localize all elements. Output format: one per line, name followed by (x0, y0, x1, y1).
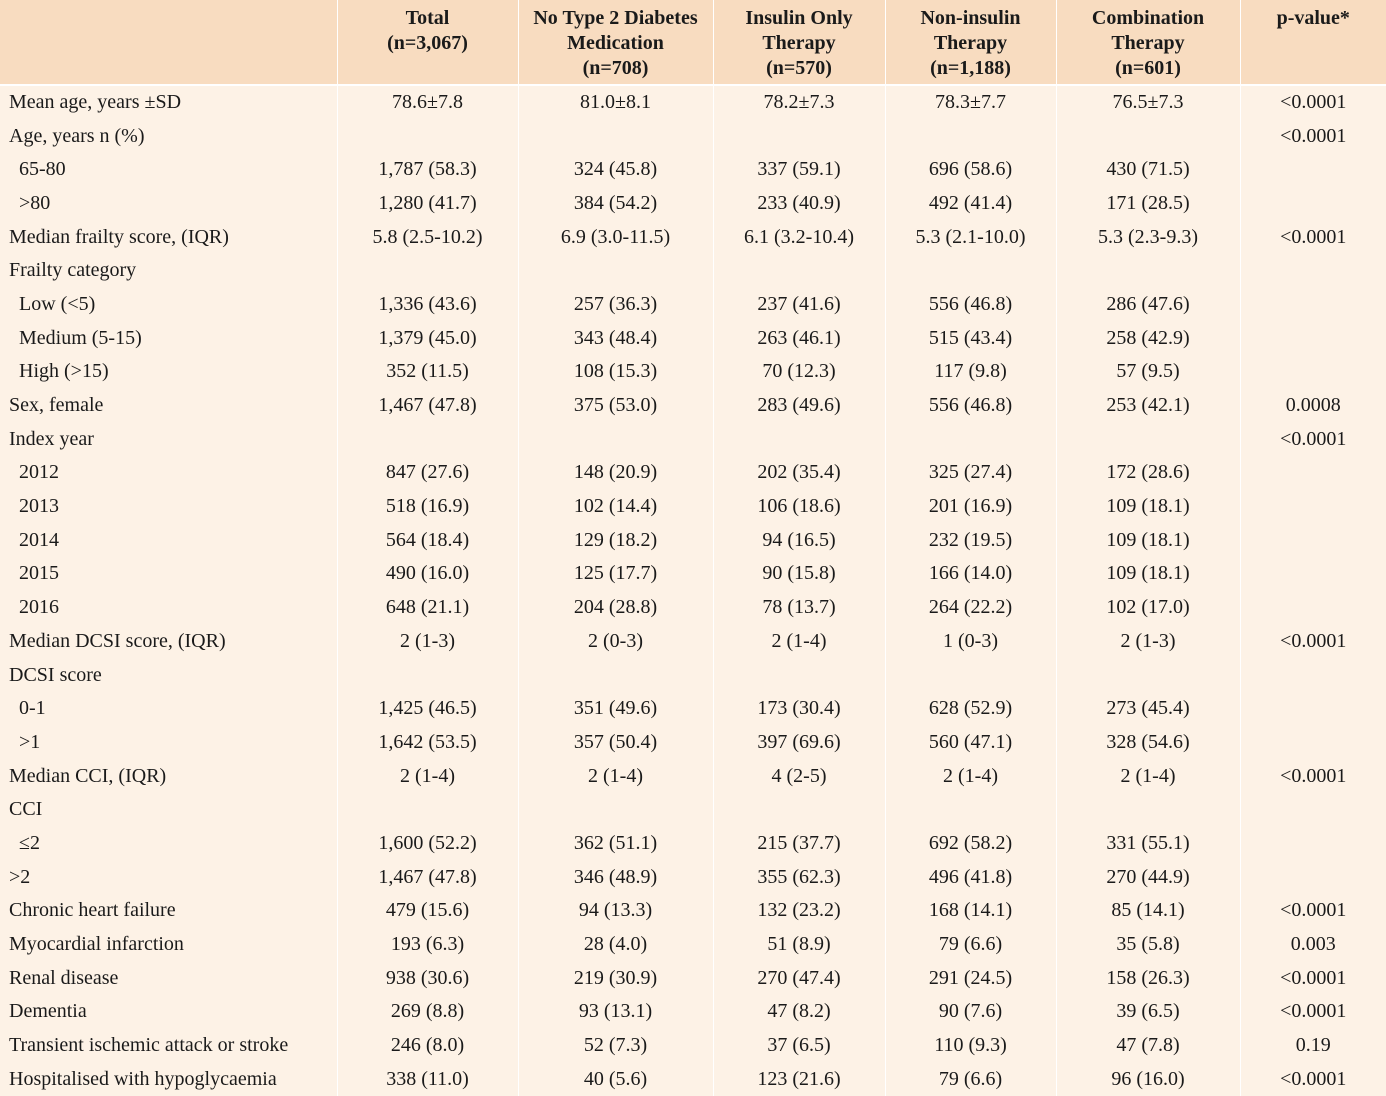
table-row (0, 152, 1386, 186)
p-value-cell (1240, 826, 1386, 860)
row-label: Age, years n (%) (0, 119, 337, 153)
value-cell: 6.1 (3.2-10.4) (713, 220, 885, 254)
value-cell: 384 (54.2) (518, 186, 713, 220)
value-cell: 325 (27.4) (885, 456, 1056, 490)
value-cell: 496 (41.8) (885, 860, 1056, 894)
row-label: Sex, female (0, 388, 337, 422)
value-cell: 1,467 (47.8) (337, 860, 518, 894)
table-row (0, 456, 1386, 490)
row-label: 2015 (0, 557, 337, 591)
p-value-cell (1240, 557, 1386, 591)
p-value-cell (1240, 186, 1386, 220)
value-cell: 273 (45.4) (1056, 691, 1240, 725)
value-cell (518, 792, 713, 826)
value-cell: 79 (6.6) (885, 927, 1056, 961)
value-cell: 148 (20.9) (518, 456, 713, 490)
value-cell: 1,425 (46.5) (337, 691, 518, 725)
value-cell: 1,600 (52.2) (337, 826, 518, 860)
value-cell: 96 (16.0) (1056, 1062, 1240, 1096)
value-cell: 492 (41.4) (885, 186, 1056, 220)
table-row (0, 927, 1386, 961)
row-label: ≤2 (0, 826, 337, 860)
table-row (0, 489, 1386, 523)
value-cell: 628 (52.9) (885, 691, 1056, 725)
header-line: (n=601) (1115, 57, 1181, 79)
row-label: 2016 (0, 590, 337, 624)
value-cell: 2 (1-4) (518, 759, 713, 793)
table-row (0, 826, 1386, 860)
value-cell (885, 253, 1056, 287)
value-cell: 5.3 (2.1-10.0) (885, 220, 1056, 254)
table-row (0, 624, 1386, 658)
value-cell: 109 (18.1) (1056, 557, 1240, 591)
value-cell (518, 253, 713, 287)
value-cell (713, 658, 885, 692)
value-cell: 397 (69.6) (713, 725, 885, 759)
value-cell: 110 (9.3) (885, 1028, 1056, 1062)
value-cell: 2 (0-3) (518, 624, 713, 658)
p-value-cell: <0.0001 (1280, 225, 1347, 248)
value-cell: 331 (55.1) (1056, 826, 1240, 860)
header-line: Therapy (933, 32, 1008, 54)
row-label: >80 (0, 186, 337, 220)
table-row (0, 388, 1386, 422)
p-value-cell (1240, 860, 1386, 894)
value-cell: 291 (24.5) (885, 961, 1056, 995)
table-row (0, 523, 1386, 557)
header-line: (n=570) (766, 57, 832, 79)
value-cell: 556 (46.8) (885, 287, 1056, 321)
header-line: Medication (567, 32, 664, 54)
table-row (0, 995, 1386, 1029)
row-label: Myocardial infarction (0, 927, 337, 961)
p-value-cell (1240, 287, 1386, 321)
value-cell: 355 (62.3) (713, 860, 885, 894)
value-cell (337, 253, 518, 287)
value-cell: 1,379 (45.0) (337, 321, 518, 355)
value-cell: 94 (16.5) (713, 523, 885, 557)
row-label: Medium (5-15) (0, 321, 337, 355)
value-cell: 269 (8.8) (337, 995, 518, 1029)
value-cell: 90 (15.8) (713, 557, 885, 591)
row-label: DCSI score (0, 658, 337, 692)
value-cell: 52 (7.3) (518, 1028, 713, 1062)
value-cell: 51 (8.9) (713, 927, 885, 961)
p-value-cell (1240, 725, 1386, 759)
value-cell: 692 (58.2) (885, 826, 1056, 860)
value-cell: 215 (37.7) (713, 826, 885, 860)
table-row (0, 1062, 1386, 1096)
value-cell: 564 (18.4) (337, 523, 518, 557)
value-cell: 270 (47.4) (713, 961, 885, 995)
row-label: Transient ischemic attack or stroke (0, 1028, 337, 1062)
value-cell: 109 (18.1) (1056, 523, 1240, 557)
row-label: Median frailty score, (IQR) (0, 220, 337, 254)
row-label: Hospitalised with hypoglycaemia (0, 1062, 337, 1096)
header-cell-col-3 (713, 0, 885, 85)
table-header (0, 0, 1386, 85)
table-row (0, 287, 1386, 321)
table-row (0, 119, 1386, 153)
value-cell: 283 (49.6) (713, 388, 885, 422)
value-cell: 253 (42.1) (1056, 388, 1240, 422)
p-value-cell (1240, 590, 1386, 624)
p-value-cell: 0.0008 (1285, 394, 1341, 417)
row-label: Frailty category (0, 253, 337, 287)
header-line: Therapy (1111, 32, 1185, 54)
value-cell (713, 422, 885, 456)
value-cell: 168 (14.1) (885, 894, 1056, 928)
p-value-cell (1240, 489, 1386, 523)
value-cell: 357 (50.4) (518, 725, 713, 759)
value-cell: 1 (0-3) (885, 624, 1056, 658)
value-cell: 237 (41.6) (713, 287, 885, 321)
value-cell: 938 (30.6) (337, 961, 518, 995)
p-value-cell (1240, 792, 1386, 826)
value-cell (518, 422, 713, 456)
value-cell: 93 (13.1) (518, 995, 713, 1029)
value-cell: 90 (7.6) (885, 995, 1056, 1029)
value-cell: 193 (6.3) (337, 927, 518, 961)
header-line: Non-insulin (920, 7, 1021, 29)
value-cell: 490 (16.0) (337, 557, 518, 591)
table-row (0, 725, 1386, 759)
value-cell: 204 (28.8) (518, 590, 713, 624)
value-cell (1056, 792, 1240, 826)
value-cell: 343 (48.4) (518, 321, 713, 355)
value-cell: 102 (17.0) (1056, 590, 1240, 624)
table-row (0, 860, 1386, 894)
value-cell: 171 (28.5) (1056, 186, 1240, 220)
value-cell (1056, 119, 1240, 153)
p-value-cell (1240, 658, 1386, 692)
value-cell: 2 (1-4) (1056, 759, 1240, 793)
value-cell: 102 (14.4) (518, 489, 713, 523)
value-cell (885, 119, 1056, 153)
value-cell: 94 (13.3) (518, 894, 713, 928)
header-row (0, 0, 1386, 85)
value-cell: 847 (27.6) (337, 456, 518, 490)
value-cell: 362 (51.1) (518, 826, 713, 860)
value-cell: 337 (59.1) (713, 152, 885, 186)
table-row (0, 590, 1386, 624)
value-cell: 219 (30.9) (518, 961, 713, 995)
value-cell: 479 (15.6) (337, 894, 518, 928)
value-cell: 81.0±8.1 (518, 85, 713, 119)
value-cell: 40 (5.6) (518, 1062, 713, 1096)
header-line: Combination (1091, 7, 1205, 29)
value-cell: 108 (15.3) (518, 355, 713, 389)
value-cell (337, 792, 518, 826)
table-row (0, 658, 1386, 692)
value-cell: 270 (44.9) (1056, 860, 1240, 894)
value-cell: 70 (12.3) (713, 355, 885, 389)
table-row (0, 759, 1386, 793)
value-cell: 328 (54.6) (1056, 725, 1240, 759)
value-cell: 78.3±7.7 (885, 85, 1056, 119)
p-value-cell: <0.0001 (1280, 91, 1347, 114)
value-cell: 232 (19.5) (885, 523, 1056, 557)
row-label: Renal disease (0, 961, 337, 995)
value-cell: 117 (9.8) (885, 355, 1056, 389)
value-cell: 123 (21.6) (713, 1062, 885, 1096)
p-value-cell: 0.003 (1290, 933, 1336, 956)
value-cell: 79 (6.6) (885, 1062, 1056, 1096)
row-label: Mean age, years ±SD (0, 85, 337, 119)
row-label: Dementia (0, 995, 337, 1029)
header-cell-col-4 (885, 0, 1056, 85)
table-body (0, 85, 1386, 1096)
value-cell (885, 422, 1056, 456)
value-cell: 286 (47.6) (1056, 287, 1240, 321)
p-value-cell: <0.0001 (1280, 1000, 1347, 1023)
value-cell: 515 (43.4) (885, 321, 1056, 355)
value-cell: 78.6±7.8 (337, 85, 518, 119)
p-value-cell: 0.19 (1295, 1034, 1331, 1057)
value-cell: 37 (6.5) (713, 1028, 885, 1062)
p-value-cell: <0.0001 (1280, 966, 1347, 989)
value-cell: 166 (14.0) (885, 557, 1056, 591)
value-cell (337, 119, 518, 153)
value-cell: 233 (40.9) (713, 186, 885, 220)
value-cell (337, 422, 518, 456)
value-cell: 263 (46.1) (713, 321, 885, 355)
p-value-cell (1240, 456, 1386, 490)
header-cell-col-5 (1056, 0, 1240, 85)
value-cell (1056, 253, 1240, 287)
value-cell: 1,336 (43.6) (337, 287, 518, 321)
value-cell: 246 (8.0) (337, 1028, 518, 1062)
table-row (0, 253, 1386, 287)
value-cell: 257 (36.3) (518, 287, 713, 321)
value-cell (1056, 658, 1240, 692)
p-value-cell (1240, 253, 1386, 287)
value-cell: 158 (26.3) (1056, 961, 1240, 995)
row-label: Index year (0, 422, 337, 456)
value-cell: 5.8 (2.5-10.2) (337, 220, 518, 254)
value-cell: 78 (13.7) (713, 590, 885, 624)
row-label: CCI (0, 792, 337, 826)
row-label: 2013 (0, 489, 337, 523)
row-label: Median CCI, (IQR) (0, 759, 337, 793)
value-cell: 560 (47.1) (885, 725, 1056, 759)
header-cell-label (0, 0, 337, 85)
value-cell: 556 (46.8) (885, 388, 1056, 422)
row-label: 2014 (0, 523, 337, 557)
value-cell: 28 (4.0) (518, 927, 713, 961)
value-cell: 4 (2-5) (713, 759, 885, 793)
value-cell: 1,642 (53.5) (337, 725, 518, 759)
value-cell: 2 (1-3) (1056, 624, 1240, 658)
p-value-cell: <0.0001 (1280, 899, 1347, 922)
value-cell: 35 (5.8) (1056, 927, 1240, 961)
value-cell: 109 (18.1) (1056, 489, 1240, 523)
row-label: Chronic heart failure (0, 894, 337, 928)
table-row (0, 894, 1386, 928)
header-line: No Type 2 Diabetes (533, 7, 698, 29)
value-cell: 1,280 (41.7) (337, 186, 518, 220)
header-line: Insulin Only (745, 7, 853, 29)
row-label: 65-80 (0, 152, 337, 186)
value-cell: 39 (6.5) (1056, 995, 1240, 1029)
header-line: p-value* (1276, 7, 1350, 29)
header-line: (n=3,067) (387, 32, 468, 54)
value-cell (713, 119, 885, 153)
row-label: 0-1 (0, 691, 337, 725)
value-cell: 1,467 (47.8) (337, 388, 518, 422)
value-cell: 106 (18.6) (713, 489, 885, 523)
value-cell (885, 792, 1056, 826)
header-line: Total (405, 7, 450, 29)
value-cell: 648 (21.1) (337, 590, 518, 624)
p-value-cell (1240, 523, 1386, 557)
value-cell: 202 (35.4) (713, 456, 885, 490)
value-cell: 129 (18.2) (518, 523, 713, 557)
value-cell: 324 (45.8) (518, 152, 713, 186)
value-cell: 6.9 (3.0-11.5) (518, 220, 713, 254)
value-cell: 57 (9.5) (1056, 355, 1240, 389)
table-row (0, 422, 1386, 456)
table-row (0, 691, 1386, 725)
value-cell: 518 (16.9) (337, 489, 518, 523)
value-cell (1056, 422, 1240, 456)
value-cell: 338 (11.0) (337, 1062, 518, 1096)
p-value-cell (1240, 152, 1386, 186)
row-label: Low (<5) (0, 287, 337, 321)
value-cell (518, 658, 713, 692)
table-row (0, 792, 1386, 826)
table-row (0, 557, 1386, 591)
value-cell (518, 119, 713, 153)
value-cell (337, 658, 518, 692)
row-label: High (>15) (0, 355, 337, 389)
value-cell: 258 (42.9) (1056, 321, 1240, 355)
row-label: Median DCSI score, (IQR) (0, 624, 337, 658)
p-value-cell: <0.0001 (1280, 1067, 1347, 1090)
row-label: 2012 (0, 456, 337, 490)
value-cell: 352 (11.5) (337, 355, 518, 389)
row-label: >2 (0, 860, 337, 894)
value-cell: 125 (17.7) (518, 557, 713, 591)
value-cell (713, 253, 885, 287)
value-cell: 85 (14.1) (1056, 894, 1240, 928)
table-row (0, 220, 1386, 254)
table-row (0, 321, 1386, 355)
table-row (0, 85, 1386, 119)
value-cell: 375 (53.0) (518, 388, 713, 422)
value-cell: 201 (16.9) (885, 489, 1056, 523)
value-cell: 76.5±7.3 (1056, 85, 1240, 119)
p-value-cell: <0.0001 (1280, 124, 1347, 147)
value-cell: 346 (48.9) (518, 860, 713, 894)
value-cell (713, 792, 885, 826)
value-cell: 264 (22.2) (885, 590, 1056, 624)
table-row (0, 186, 1386, 220)
value-cell: 2 (1-4) (337, 759, 518, 793)
value-cell (885, 658, 1056, 692)
value-cell: 5.3 (2.3-9.3) (1056, 220, 1240, 254)
row-label: >1 (0, 725, 337, 759)
p-value-cell: <0.0001 (1280, 629, 1347, 652)
header-line: (n=708) (582, 57, 649, 79)
value-cell: 78.2±7.3 (713, 85, 885, 119)
header-cell-col-1 (337, 0, 518, 85)
value-cell: 172 (28.6) (1056, 456, 1240, 490)
p-value-cell: <0.0001 (1280, 427, 1347, 450)
table-row (0, 355, 1386, 389)
header-line: (n=1,188) (930, 57, 1011, 79)
header-cell-col-6 (1240, 0, 1386, 85)
p-value-cell: <0.0001 (1280, 764, 1347, 787)
value-cell: 47 (7.8) (1056, 1028, 1240, 1062)
value-cell: 430 (71.5) (1056, 152, 1240, 186)
value-cell: 2 (1-3) (337, 624, 518, 658)
header-line: Therapy (762, 32, 836, 54)
p-value-cell (1240, 355, 1386, 389)
value-cell: 132 (23.2) (713, 894, 885, 928)
p-value-cell (1240, 321, 1386, 355)
table-row (0, 1028, 1386, 1062)
value-cell: 2 (1-4) (713, 624, 885, 658)
value-cell: 47 (8.2) (713, 995, 885, 1029)
value-cell: 2 (1-4) (885, 759, 1056, 793)
value-cell: 1,787 (58.3) (337, 152, 518, 186)
header-cell-col-2 (518, 0, 713, 85)
value-cell: 351 (49.6) (518, 691, 713, 725)
value-cell: 696 (58.6) (885, 152, 1056, 186)
p-value-cell (1240, 691, 1386, 725)
value-cell: 173 (30.4) (713, 691, 885, 725)
table-row (0, 961, 1386, 995)
